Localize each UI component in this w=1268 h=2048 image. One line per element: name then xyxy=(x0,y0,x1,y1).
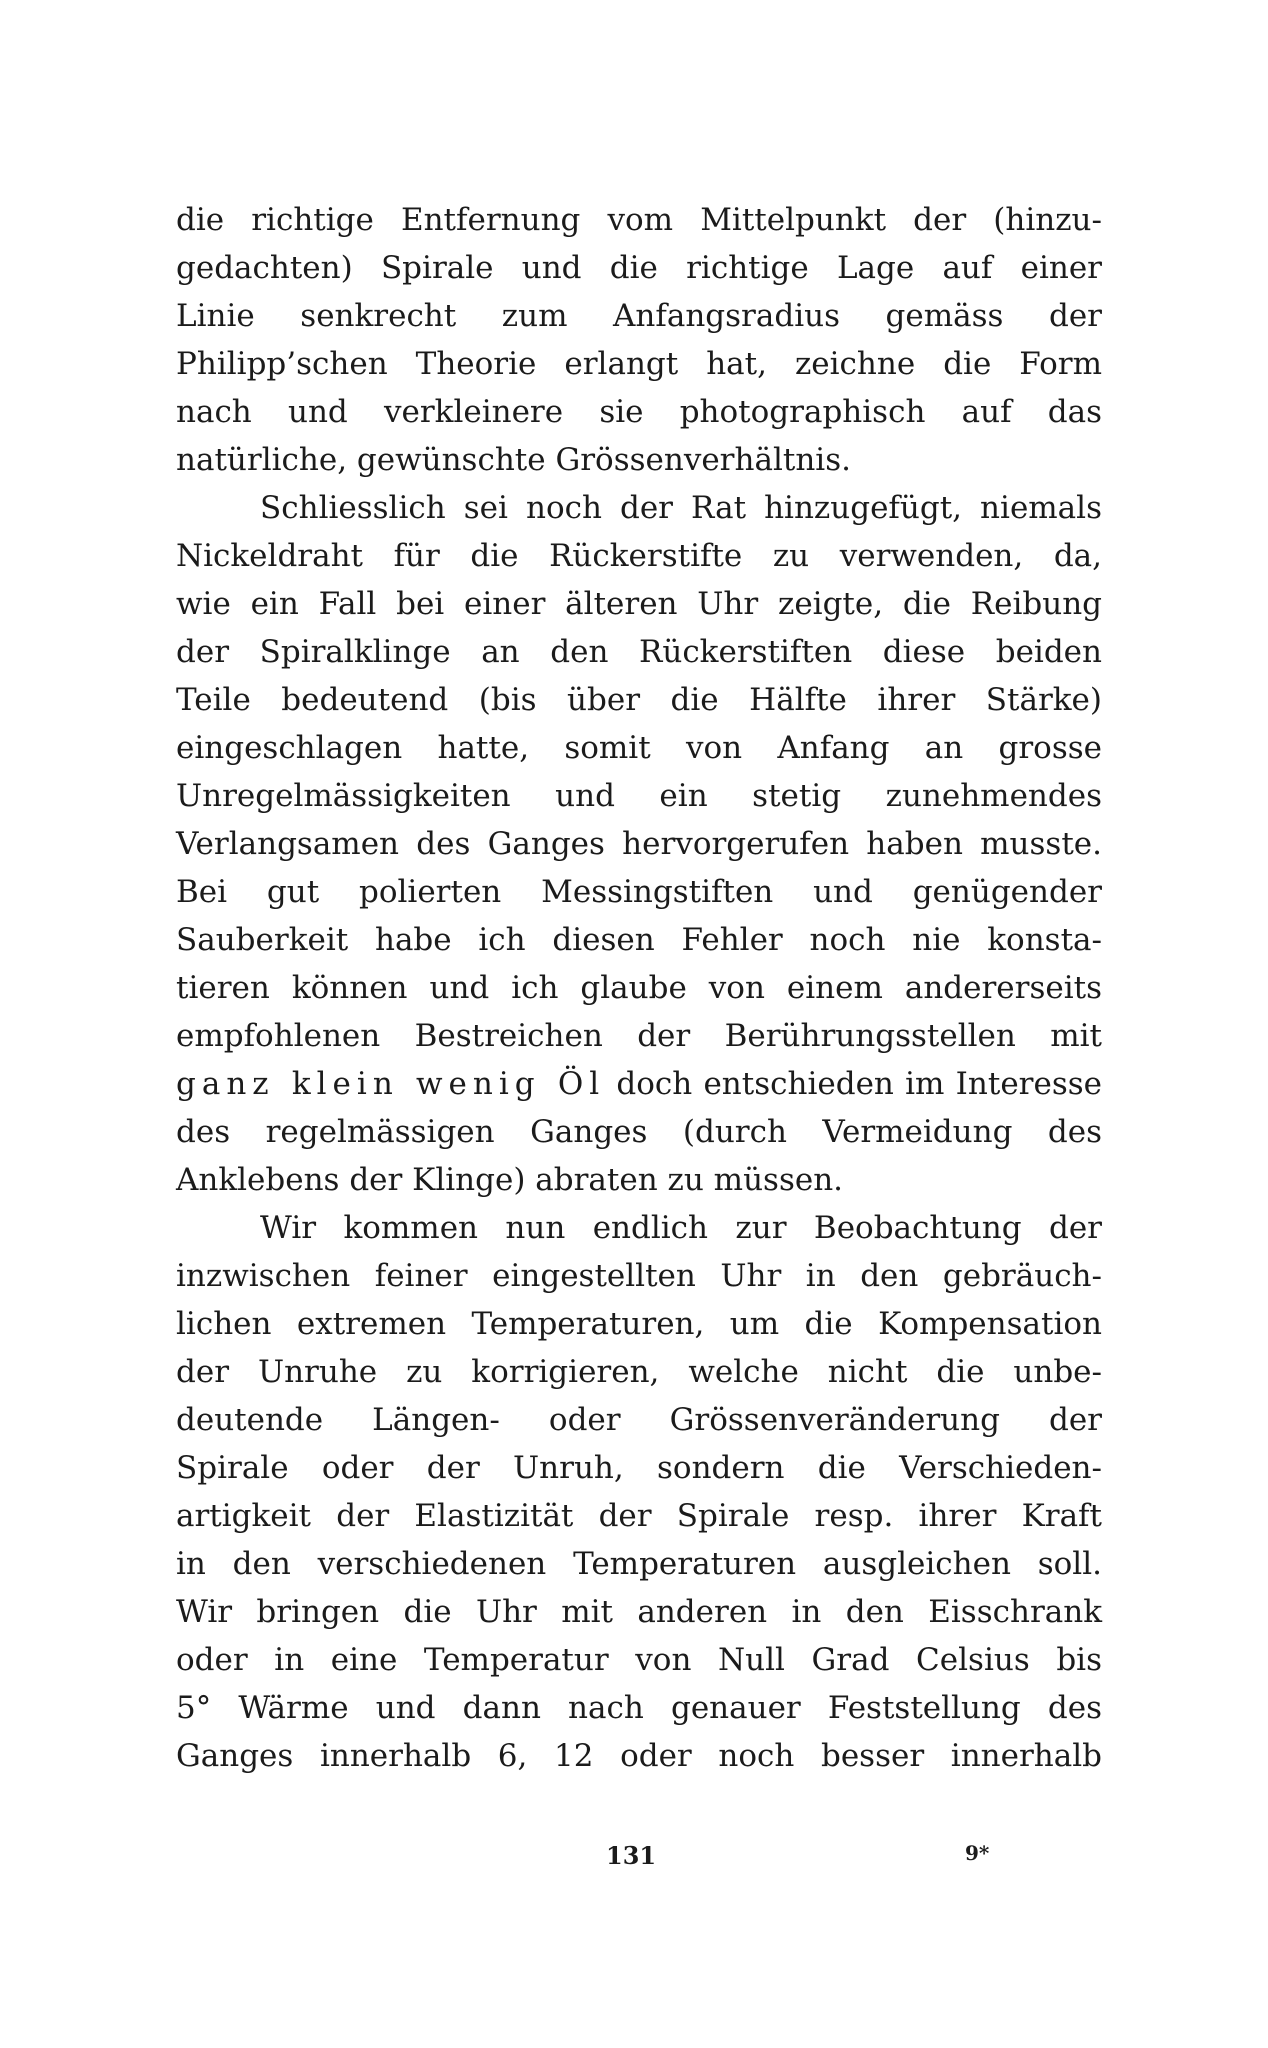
page-footer xyxy=(0,1841,1268,1881)
text-line: wie ein Fall bei einer älteren Uhr zeigte, die Reibung xyxy=(176,586,1102,622)
text-line: deutende Längen- oder Grössenveränderung der xyxy=(176,1402,1102,1438)
paragraph-start-line: Schliesslich sei noch der Rat hinzugefügt, niemals xyxy=(260,490,1102,526)
text-line: Ganges innerhalb 6, 12 oder noch besser innerhalb xyxy=(176,1738,1102,1774)
text-line: gedachten) Spirale und die richtige Lage auf einer xyxy=(176,250,1102,286)
line-remainder: doch entschieden im Interesse xyxy=(605,1066,1102,1102)
text-line: der Unruhe zu korrigieren, welche nicht die unbe- xyxy=(176,1354,1102,1390)
text-line: Wir bringen die Uhr mit anderen in den Eisschrank xyxy=(176,1594,1102,1630)
text-line: Unregelmässigkeiten und ein stetig zunehmendes xyxy=(176,778,1102,814)
text-line: Linie senkrecht zum Anfangsradius gemäss der xyxy=(176,298,1102,334)
text-line: in den verschiedenen Temperaturen ausgleichen soll. xyxy=(176,1546,1102,1582)
text-line: nach und verkleinere sie photographisch auf das xyxy=(176,394,1102,430)
text-line: artigkeit der Elastizität der Spirale resp. ihrer Kraft xyxy=(176,1498,1102,1534)
text-line: inzwischen feiner eingestellten Uhr in den gebräuch- xyxy=(176,1258,1102,1294)
paragraph-start-line: Wir kommen nun endlich zur Beobachtung der xyxy=(260,1210,1102,1246)
text-line: Anklebens der Klinge) abraten zu müssen. xyxy=(176,1162,844,1198)
text-line: natürliche, gewünschte Grössenverhältnis. xyxy=(176,442,851,478)
text-line: Bei gut polierten Messingstiften und genügender xyxy=(176,874,1102,910)
text-line: Verlangsamen des Ganges hervorgerufen haben musste. xyxy=(176,826,1102,862)
spaced-emphasis: ganz klein wenig Öl xyxy=(176,1066,606,1102)
text-line: die richtige Entfernung vom Mittelpunkt der (hinzu- xyxy=(176,202,1102,238)
text-line: oder in eine Temperatur von Null Grad Celsius bis xyxy=(176,1642,1102,1678)
signature-mark: 9* xyxy=(965,1841,990,1865)
text-line: lichen extremen Temperaturen, um die Kompensation xyxy=(176,1306,1102,1342)
text-line: der Spiralklinge an den Rückerstiften diese beiden xyxy=(176,634,1102,670)
text-line: empfohlenen Bestreichen der Berührungsstellen mit xyxy=(176,1018,1102,1054)
text-line: des regelmässigen Ganges (durch Vermeidung des xyxy=(176,1114,1102,1150)
text-line: Teile bedeutend (bis über die Hälfte ihrer Stärke) xyxy=(176,682,1102,718)
text-line: Spirale oder der Unruh, sondern die Verschieden- xyxy=(176,1450,1102,1486)
text-line: 5° Wärme und dann nach genauer Feststellung des xyxy=(176,1690,1102,1726)
body-text xyxy=(176,196,1102,1780)
text-line: Sauberkeit habe ich diesen Fehler noch nie konsta- xyxy=(176,922,1102,958)
text-line: tieren können und ich glaube von einem andererseits xyxy=(176,970,1102,1006)
page-number: 131 xyxy=(606,1841,657,1870)
text-line-with-emphasis xyxy=(176,1060,1102,1108)
text-line: eingeschlagen hatte, somit von Anfang an grosse xyxy=(176,730,1102,766)
text-line: Philipp’schen Theorie erlangt hat, zeichne die Form xyxy=(176,346,1102,382)
text-line: Nickeldraht für die Rückerstifte zu verwenden, da, xyxy=(176,538,1102,574)
